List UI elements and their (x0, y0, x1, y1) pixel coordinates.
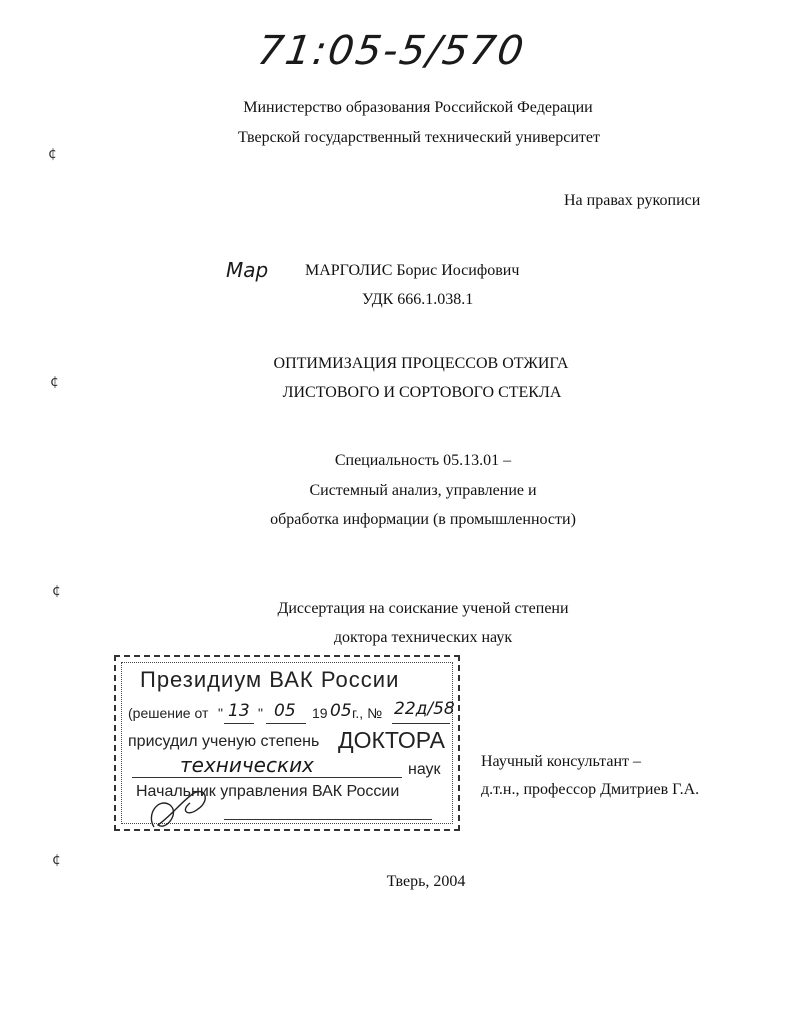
stamp-year-prefix: 19 (312, 705, 328, 721)
stamp-year-handwritten: 05 (330, 701, 352, 721)
ministry-line: Министерство образования Российской Федерации (243, 99, 593, 116)
stamp-title: Президиум ВАК России (140, 667, 400, 692)
title-line-1: ОПТИМИЗАЦИЯ ПРОЦЕССОВ ОТЖИГА (273, 355, 569, 372)
stamp-field-handwritten: технических (180, 753, 314, 777)
stamp-head: Начальник управления ВАК России (136, 783, 400, 800)
city-year: Тверь, 2004 (386, 873, 466, 890)
specialty-line-2: Системный анализ, управление и (309, 482, 537, 499)
stamp-degree: ДОКТОРА (338, 727, 445, 753)
stamp-sciences: наук (408, 761, 441, 778)
author-name: МАРГОЛИС Борис Иосифович (305, 262, 520, 279)
dissertation-line-1: Диссертация на соискание ученой степени (277, 600, 569, 617)
rights-note: На правах рукописи (564, 192, 701, 209)
stamp-year-suffix: г., № (352, 705, 383, 721)
margin-mark-2: ¢ (50, 374, 59, 390)
title-line-2: ЛИСТОВОГО И СОРТОВОГО СТЕКЛА (282, 384, 562, 401)
archive-code-handwritten: 71:05-5/570 (254, 28, 529, 74)
stamp-number-handwritten: 22д/58 (394, 699, 455, 719)
margin-mark-4: ¢ (52, 852, 61, 868)
margin-mark-3: ¢ (52, 583, 61, 599)
stamp-month-line (266, 723, 306, 724)
stamp-decision-prefix: (решение от (128, 705, 209, 721)
stamp-awarded: присудил ученую степень (128, 733, 320, 750)
stamp-day-handwritten: 13 (228, 701, 250, 721)
stamp-signature (136, 775, 256, 835)
stamp-quote-2: " (258, 705, 263, 721)
specialty-line-1: Специальность 05.13.01 – (334, 452, 512, 469)
stamp-quote-1: " (218, 705, 223, 721)
consultant-name: д.т.н., профессор Дмитриев Г.А. (481, 781, 700, 798)
stamp-number-line (392, 723, 450, 724)
specialty-line-3: обработка информации (в промышленности) (270, 511, 576, 528)
consultant-label: Научный консультант – (481, 753, 641, 770)
university-line: Тверской государственный технический университет (238, 129, 600, 146)
margin-mark-1: ¢ (48, 146, 57, 162)
dissertation-line-2: доктора технических наук (333, 629, 513, 646)
stamp-month-handwritten: 05 (274, 701, 296, 721)
udc-code: УДК 666.1.038.1 (362, 291, 474, 308)
stamp-day-line (224, 723, 254, 724)
vak-stamp (114, 655, 460, 831)
author-initials-handwritten: Мар (226, 258, 269, 282)
